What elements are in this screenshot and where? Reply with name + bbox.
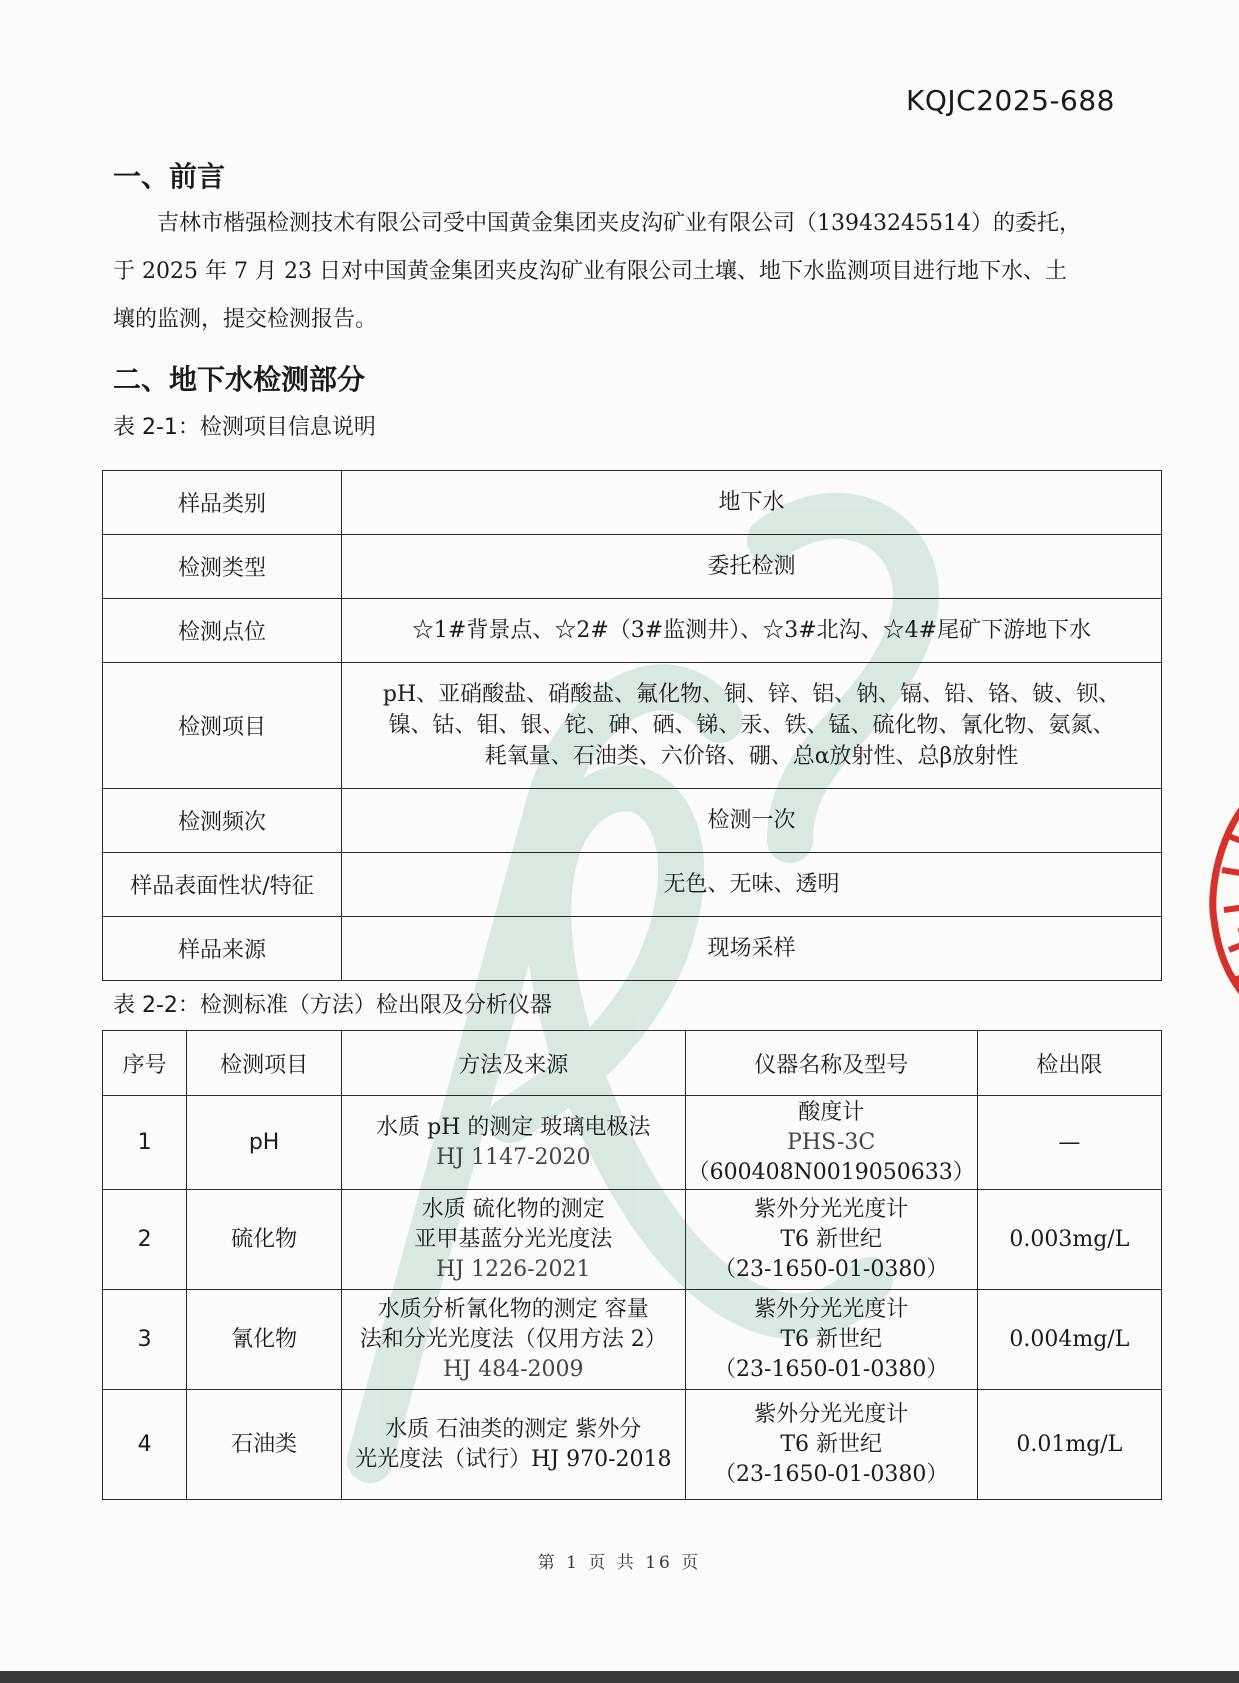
table-row (103, 1390, 1162, 1500)
report-number: KQJC2025-688 (905, 84, 1115, 117)
row-no: 4 (103, 1390, 187, 1500)
info-key: 检测类型 (103, 535, 342, 599)
method-line: 法和分光光度法（仅用方法 2） (359, 1326, 667, 1352)
column-header-limit: 检出限 (977, 1031, 1161, 1096)
method-line: 水质 pH 的测定 玻璃电极法 (376, 1114, 651, 1140)
row-method (341, 1290, 685, 1390)
info-value: 现场采样 (342, 917, 1162, 981)
column-header-instrument: 仪器名称及型号 (685, 1031, 977, 1096)
page-footer: 第 1 页 共 16 页 (537, 1553, 702, 1573)
method-line: 水质 石油类的测定 紫外分 (385, 1416, 642, 1442)
preface-paragraph (113, 200, 1161, 248)
row-item: pH (187, 1096, 342, 1190)
info-key: 检测项目 (103, 663, 342, 789)
info-value: ☆1#背景点、☆2#（3#监测井）、☆3#北沟、☆4#尾矿下游地下水 (342, 599, 1162, 663)
info-key: 样品表面性状/特征 (103, 853, 342, 917)
column-header-item: 检测项目 (187, 1031, 342, 1096)
info-key: 检测频次 (103, 789, 342, 853)
info-value: 委托检测 (342, 535, 1162, 599)
row-no: 3 (103, 1290, 187, 1390)
info-value: 地下水 (342, 471, 1162, 535)
sample-info-table (102, 470, 1162, 981)
row-method (341, 1390, 685, 1500)
row-instrument (685, 1096, 977, 1190)
table2-caption: 表 2-2：检测标准（方法）检出限及分析仪器 (113, 993, 552, 1018)
info-value (342, 663, 1162, 789)
instrument-line: （23-1650-01-0380） (714, 1461, 949, 1487)
preface-paragraph-cont (113, 248, 1161, 344)
method-standards-table (102, 1030, 1162, 1500)
row-no: 2 (103, 1190, 187, 1290)
method-line: 亚甲基蓝分光光度法 (414, 1226, 613, 1252)
instrument-line: PHS-3C (787, 1129, 876, 1155)
scan-edge (0, 1671, 1239, 1683)
table-row (103, 1096, 1162, 1190)
column-header-no: 序号 (103, 1031, 187, 1096)
row-limit: — (977, 1096, 1161, 1190)
instrument-line: T6 新世纪 (780, 1326, 883, 1352)
method-line: HJ 1147-2020 (436, 1144, 591, 1170)
row-limit: 0.004mg/L (977, 1290, 1161, 1390)
method-line: 光光度法（试行）HJ 970-2018 (355, 1446, 672, 1472)
method-line: HJ 1226-2021 (436, 1256, 591, 1282)
row-instrument (685, 1190, 977, 1290)
info-value-line: pH、亚硝酸盐、硝酸盐、氟化物、铜、锌、铝、钠、镉、铅、铬、铍、钡、 (382, 682, 1121, 707)
table-row (103, 789, 1162, 853)
row-item: 氰化物 (187, 1290, 342, 1390)
method-line: HJ 484-2009 (443, 1356, 584, 1382)
instrument-line: 紫外分光光度计 (754, 1196, 909, 1222)
info-value-line: 耗氧量、石油类、六价铬、硼、总α放射性、总β放射性 (484, 744, 1019, 769)
info-value-line: 镍、钴、钼、银、铊、砷、硒、锑、汞、铁、锰、硫化物、氰化物、氨氮、 (388, 713, 1115, 738)
instrument-line: （23-1650-01-0380） (714, 1256, 949, 1282)
row-limit: 0.003mg/L (977, 1190, 1161, 1290)
instrument-line: （600408N0019050633） (687, 1159, 975, 1185)
table-row (103, 599, 1162, 663)
method-line: 水质分析氰化物的测定 容量 (377, 1296, 649, 1322)
table-row (103, 535, 1162, 599)
table-row (103, 917, 1162, 981)
table1-caption: 表 2-1：检测项目信息说明 (113, 415, 376, 440)
row-instrument (685, 1290, 977, 1390)
red-company-seal-icon (1204, 790, 1239, 1020)
info-key: 样品类别 (103, 471, 342, 535)
column-header-method: 方法及来源 (341, 1031, 685, 1096)
info-key: 样品来源 (103, 917, 342, 981)
instrument-line: 酸度计 (798, 1099, 865, 1125)
row-instrument (685, 1390, 977, 1500)
table-row (103, 471, 1162, 535)
table-header-row (103, 1031, 1162, 1096)
preface-line: 吉林市楷强检测技术有限公司受中国黄金集团夹皮沟矿业有限公司（13943245514）的委托， (157, 211, 1081, 236)
table-row (103, 1190, 1162, 1290)
row-no: 1 (103, 1096, 187, 1190)
instrument-line: T6 新世纪 (780, 1431, 883, 1457)
preface-line: 于 2025 年 7 月 23 日对中国黄金集团夹皮沟矿业有限公司土壤、地下水监测项目进行地下水、土 (113, 259, 1067, 284)
row-method (341, 1190, 685, 1290)
method-line: 水质 硫化物的测定 (421, 1196, 605, 1222)
row-limit: 0.01mg/L (977, 1390, 1161, 1500)
table-row (103, 663, 1162, 789)
section1-title: 一、前言 (113, 160, 226, 193)
instrument-line: 紫外分光光度计 (754, 1401, 909, 1427)
instrument-line: 紫外分光光度计 (754, 1296, 909, 1322)
info-value: 检测一次 (342, 789, 1162, 853)
table-row (103, 1290, 1162, 1390)
section2-title: 二、地下水检测部分 (113, 363, 366, 396)
info-key: 检测点位 (103, 599, 342, 663)
preface-line: 壤的监测，提交检测报告。 (113, 307, 378, 332)
row-method (341, 1096, 685, 1190)
instrument-line: T6 新世纪 (780, 1226, 883, 1252)
instrument-line: （23-1650-01-0380） (714, 1356, 949, 1382)
row-item: 硫化物 (187, 1190, 342, 1290)
info-value: 无色、无味、透明 (342, 853, 1162, 917)
table-row (103, 853, 1162, 917)
row-item: 石油类 (187, 1390, 342, 1500)
